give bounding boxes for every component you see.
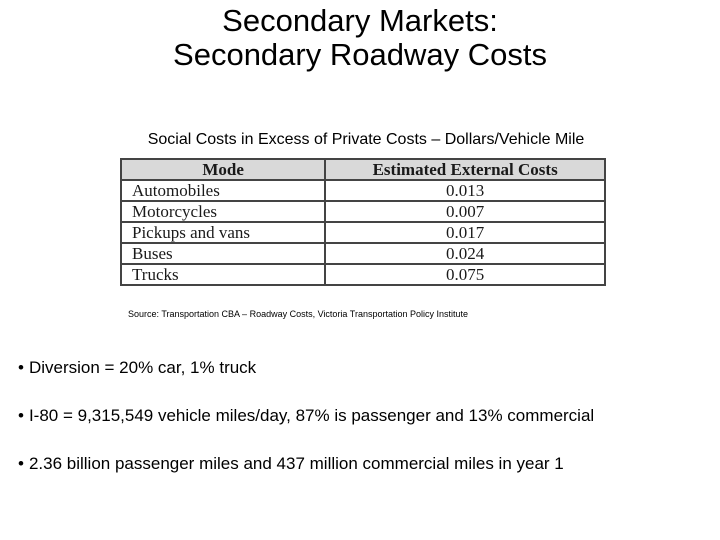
table-row [121,201,605,222]
cost-cell: 0.075 [325,264,605,285]
cost-cell: 0.017 [325,222,605,243]
bullet-glyph: • [18,454,24,473]
column-header-mode: Mode [121,159,325,180]
table-source-note: Source: Transportation CBA – Roadway Costs, Victoria Transportation Policy Institute [128,309,469,319]
cost-cell: 0.024 [325,243,605,264]
bullet-glyph: • [18,406,24,425]
table-row [121,222,605,243]
table-row [121,264,605,285]
slide-title-line-2: Secondary Roadway Costs [173,37,547,72]
bullet-item [18,358,256,378]
column-header-external-costs: Estimated External Costs [325,159,605,180]
cost-cell: 0.013 [325,180,605,201]
mode-cell: Motorcycles [121,201,325,222]
table-row [121,243,605,264]
bullet-text: Diversion = 20% car, 1% truck [28,358,257,377]
table-row [121,180,605,201]
cost-cell: 0.007 [325,201,605,222]
mode-cell: Automobiles [121,180,325,201]
bullet-item [18,454,564,474]
bullet-item [18,406,594,426]
cost-table-image [120,158,606,304]
mode-cell: Buses [121,243,325,264]
bullet-glyph: • [18,358,24,377]
cost-table [120,158,606,286]
bullet-text: I-80 = 9,315,549 vehicle miles/day, 87% is passenger and 13% commercial [28,406,595,425]
bullet-text: 2.36 billion passenger miles and 437 million commercial miles in year 1 [28,454,564,473]
mode-cell: Trucks [121,264,325,285]
mode-cell: Pickups and vans [121,222,325,243]
slide-title [0,4,720,72]
table-header-row [121,159,605,180]
table-caption: Social Costs in Excess of Private Costs – Dollars/Vehicle Mile [147,131,585,148]
slide-title-line-1: Secondary Markets: [222,3,498,38]
